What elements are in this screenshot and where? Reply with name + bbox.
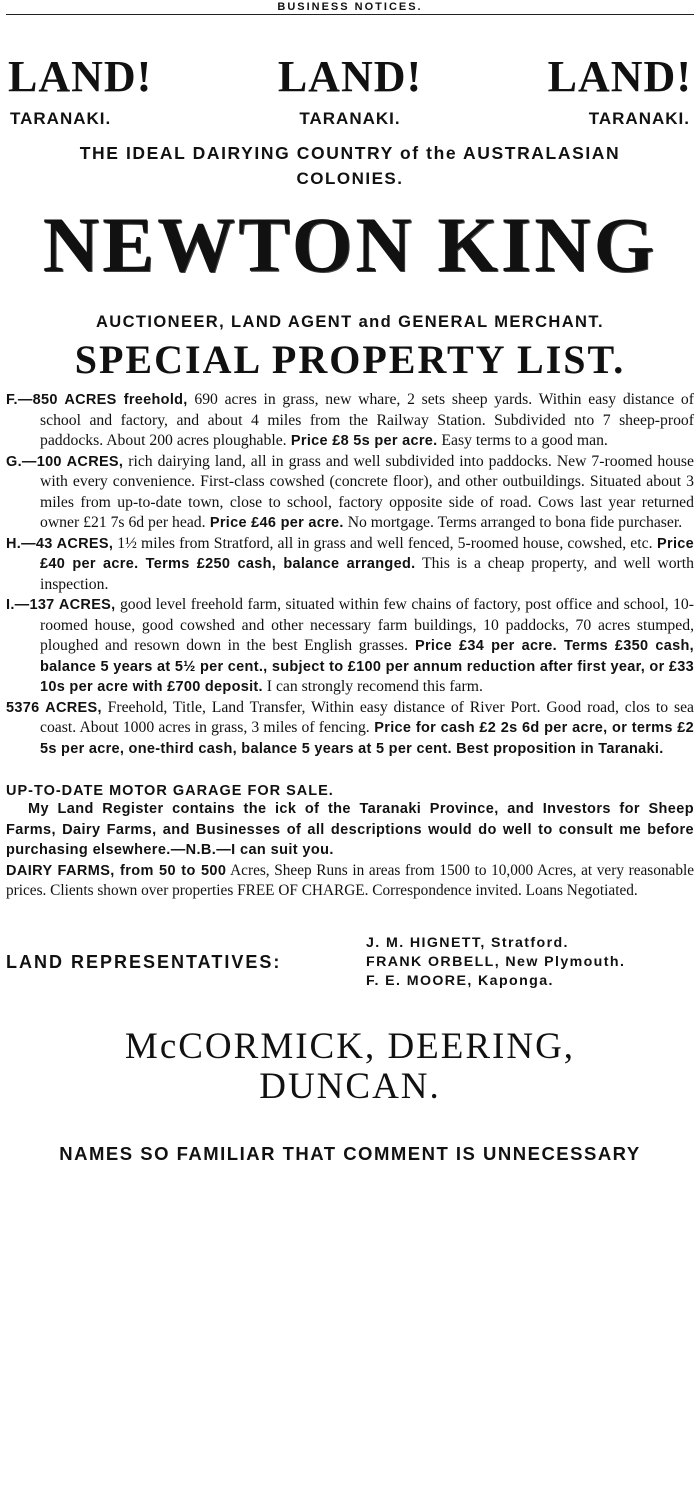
entry-text: Freehold, Title, Land Transfer, Within easy distance of River Port. Good road, clos to sea coast. About 1000 acres in grass, 3 miles of fencing. xyxy=(40,698,694,736)
entry-text: 1½ miles from Stratford, all in grass and well fenced, 5-roomed house, cowshed, etc. xyxy=(113,534,653,552)
entry-price: Price £34 per acre. Terms £350 cash, balance 5 years at 5½ per cent., subject to £100 per annum reduction after first year, or £33 10s per acre with £700 deposit. xyxy=(40,638,694,695)
motor-garage-notice: UP-TO-DATE MOTOR GARAGE FOR SALE. xyxy=(6,783,334,799)
taranaki-label: TARANAKI. xyxy=(588,109,690,128)
dairy-text: Acres, Sheep Runs in areas from 1500 to 10,000 Acres, at very reasonable prices. Clients shown over properties FREE OF CHARGE. Correspondence invited. Loans Negotiated. xyxy=(6,861,695,899)
list-title: SPECIAL PROPERTY LIST. xyxy=(74,337,626,382)
entry-price: Price £8 5s per acre. xyxy=(286,433,438,449)
representatives-list xyxy=(366,934,625,991)
ideal-dairying-line: THE IDEAL DAIRYING COUNTRY of the AUSTRALASIAN xyxy=(79,143,621,163)
duncan-heading: DUNCAN. xyxy=(259,1065,441,1107)
representative: FRANK ORBELL, New Plymouth. xyxy=(366,953,626,970)
dairy-lead: DAIRY FARMS, from 50 to 500 xyxy=(6,862,227,879)
taranaki-label: TARANAKI. xyxy=(10,109,112,128)
entry-tail: No mortgage. Terms arranged to bona fide purchaser. xyxy=(343,514,683,531)
section-header: BUSINESS NOTICES. xyxy=(6,0,694,15)
dairy-farms-paragraph xyxy=(0,861,700,902)
entry-text: good level freehold farm, situated within few chains of factory, post office and school, 10-roomed house, good cowshed and other necessary farm buildings, 10 paddocks, 70 acres stumped, ploughed and resown down in the best English grasses. xyxy=(40,596,694,654)
representative: F. E. MOORE, Kaponga. xyxy=(366,972,554,989)
property-entry xyxy=(6,452,694,534)
land-register-paragraph xyxy=(0,799,700,861)
entry-lead: F.—850 ACRES freehold, xyxy=(6,392,188,408)
representative: J. M. HIGNETT, Stratford. xyxy=(366,934,569,951)
colonies-line: COLONIES. xyxy=(296,169,404,188)
property-entry xyxy=(6,390,694,452)
entry-text: rich dairying land, all in grass and well subdivided into paddocks. New 7-roomed house with every convenience. First-class cowshed (concrete floor), and other outbuildings. Situated about 3 miles from up-to-date town, close to school, factory opposite side of road. Cows last year returned owner £21 7s 6d per head. xyxy=(40,452,694,531)
entry-text: 690 acres in grass, new whare, 2 sets sheep yards. Within easy distance of school and factory, and about 4 miles from the Railway Station. Subdivided nto 7 sheep-proof paddocks. About 200 acres ploughable. xyxy=(40,391,694,449)
entry-tail: I can strongly recomend this farm. xyxy=(262,678,483,695)
occupation-line: AUCTIONEER, LAND AGENT and GENERAL MERCHANT. xyxy=(95,313,605,331)
taranaki-label: TARANAKI. xyxy=(299,109,401,128)
entry-price: Price for cash £2 2s 6d per acre, or terms £2 5s per acre, one-third cash, balance 5 years at 5 per cent. Best proposition in Taranaki. xyxy=(40,720,694,757)
entry-tail: Easy terms to a good man. xyxy=(437,432,608,449)
closing-line: NAMES SO FAMILIAR THAT COMMENT IS UNNECESSARY xyxy=(59,1142,641,1164)
land-headline: LAND! xyxy=(547,52,692,101)
entry-tail: This is a cheap property, and well worth inspection. xyxy=(40,555,694,593)
entry-lead: I.—137 ACRES, xyxy=(6,597,116,613)
firm-name: NEWTON KING xyxy=(42,201,658,288)
representatives-block xyxy=(0,934,700,991)
entry-price: Price £46 per acre. xyxy=(205,515,344,531)
taranaki-row xyxy=(0,109,700,129)
land-headline-row xyxy=(0,52,700,101)
representatives-label: LAND REPRESENTATIVES: xyxy=(6,951,282,972)
property-entry xyxy=(6,595,694,698)
entry-price: Price £40 per acre. Terms £250 cash, balance arranged. xyxy=(40,535,694,572)
land-headline: LAND! xyxy=(8,52,153,101)
property-entry xyxy=(6,698,694,760)
land-headline: LAND! xyxy=(277,52,423,101)
mccormick-heading: McCORMICK, DEERING, xyxy=(124,1025,576,1067)
entry-lead: H.—43 ACRES, xyxy=(6,535,114,552)
entry-lead: 5376 ACRES, xyxy=(6,699,102,716)
entry-lead: G.—100 ACRES, xyxy=(6,453,124,470)
property-entry xyxy=(6,534,694,596)
property-list xyxy=(0,390,700,759)
register-text: My Land Register contains the ick of the Taranaki Province, and Investors for Sheep Farms, Dairy Farms, and Businesses of all descriptions would do well to consult me before purchasing elsewhere.—N.B.—I can suit you. xyxy=(6,801,694,858)
